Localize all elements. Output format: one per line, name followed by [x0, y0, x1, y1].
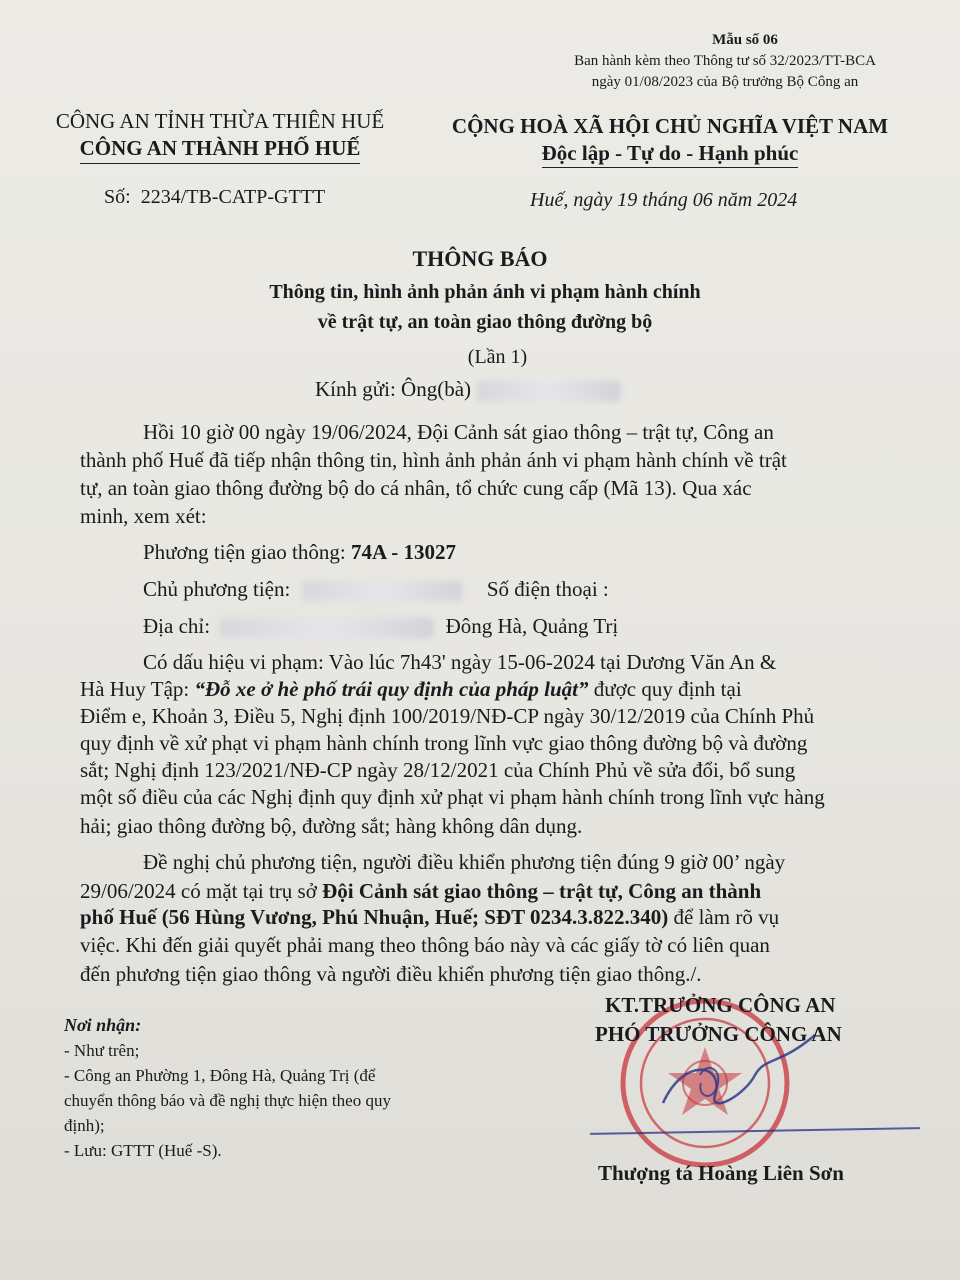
recipients-heading: Nơi nhận: — [64, 1015, 142, 1035]
intro-line-4: minh, xem xét: — [80, 504, 207, 528]
violation-line-6: một số điều của các Nghị định quy định xử phạt vi phạm hành chính trong lĩnh vực hàng — [80, 785, 825, 809]
national-header — [420, 113, 920, 168]
doc-subtitle-1: Thông tin, hình ảnh phản ánh vi phạm hành chính — [269, 281, 701, 303]
intro-line-1: Hồi 10 giờ 00 ngày 19/06/2024, Đội Cảnh sát giao thông – trật tự, Công an — [143, 420, 774, 444]
intro-line-3: tự, an toàn giao thông đường bộ do cá nhân, tổ chức cung cấp (Mã 13). Qua xác — [80, 476, 752, 500]
request-date: 29/06/2024 có mặt tại trụ sở — [80, 879, 323, 903]
violation-location: Hà Huy Tập: — [80, 677, 195, 701]
violation-line-2 — [80, 677, 742, 702]
request-line-5: đến phương tiện giao thông và người điều khiển phương tiện giao thông./. — [80, 962, 702, 986]
violation-line-4: quy định về xử phạt vi phạm hành chính trong lĩnh vực giao thông đường bộ và đường — [80, 731, 808, 755]
owner-line — [143, 577, 609, 602]
address-label: Địa chỉ: — [143, 614, 211, 638]
doc-attempt: (Lần 1) — [467, 346, 528, 368]
doc-number — [104, 186, 325, 209]
violation-line-5: sắt; Nghị định 123/2021/NĐ-CP ngày 28/12/2021 của Chính Phủ về sửa đổi, bổ sung — [80, 758, 796, 782]
form-issued-line2: ngày 01/08/2023 của Bộ trưởng Bộ Công an — [591, 74, 859, 90]
recipients-item-2-line-1: - Công an Phường 1, Đông Hà, Quảng Trị (để — [64, 1066, 376, 1085]
violation-behavior: “Đỗ xe ở hè phố trái quy định của pháp luật” — [194, 677, 589, 701]
vehicle-plate: 74A - 13027 — [350, 540, 456, 564]
intro-line-2: thành phố Huế đã tiếp nhận thông tin, hình ảnh phản ánh vi phạm hành chính về trật — [80, 448, 787, 472]
owner-label: Chủ phương tiện: — [143, 577, 291, 601]
recipient-line — [315, 377, 621, 402]
issuer-parent: CÔNG AN TỈNH THỪA THIÊN HUẾ — [55, 109, 385, 133]
request-line-4: việc. Khi đến giải quyết phải mang theo thông báo này và các giấy tờ có liên quan — [80, 933, 770, 957]
request-office: Đội Cảnh sát giao thông – trật tự, Công an thành — [322, 879, 762, 903]
redacted-owner-name — [302, 581, 462, 601]
national-title: CỘNG HOÀ XÃ HỘI CHỦ NGHĨA VIỆT NAM — [451, 114, 889, 138]
owner-phone-label: Số điện thoại : — [486, 577, 609, 601]
doc-title: THÔNG BÁO — [412, 246, 548, 271]
violation-line-7: hải; giao thông đường bộ, đường sắt; hàng không dân dụng. — [80, 814, 583, 838]
doc-number-value: 2234/TB-CATP-GTTT — [140, 186, 326, 208]
address-value: Đông Hà, Quảng Trị — [445, 614, 619, 638]
form-reference — [560, 30, 890, 93]
doc-number-label: Số: — [104, 186, 131, 208]
issuer-name: CÔNG AN THÀNH PHỐ HUẾ — [80, 135, 361, 164]
redacted-address-detail — [219, 618, 434, 638]
violation-line-3: Điểm e, Khoản 3, Điều 5, Nghị định 100/2019/NĐ-CP ngày 30/12/2019 của Chính Phủ — [80, 704, 815, 728]
signer-position: PHÓ TRƯỞNG CÔNG AN — [595, 1022, 842, 1046]
national-motto: Độc lập - Tự do - Hạnh phúc — [542, 140, 799, 168]
violation-line-1: Có dấu hiệu vi phạm: Vào lúc 7h43' ngày 15-06-2024 tại Dương Văn An & — [143, 650, 777, 674]
form-issued-line1: Ban hành kèm theo Thông tư số 32/2023/TT-BCA — [574, 53, 876, 69]
address-line — [143, 614, 618, 639]
request-line-3 — [80, 905, 779, 930]
doc-date: Huế, ngày 19 tháng 06 năm 2024 — [530, 189, 798, 211]
recipients-item-3: - Lưu: GTTT (Huế -S). — [64, 1141, 222, 1160]
request-line-1: Đề nghị chủ phương tiện, người điều khiển phương tiện đúng 9 giờ 00’ ngày — [143, 850, 786, 874]
signer-kt: KT.TRƯỞNG CÔNG AN — [605, 993, 836, 1017]
recipients-item-1: - Như trên; — [64, 1041, 140, 1060]
doc-subtitle-2: về trật tự, an toàn giao thông đường bộ — [317, 311, 653, 333]
request-purpose: để làm rõ vụ — [668, 905, 780, 929]
vehicle-label: Phương tiện giao thông: — [143, 540, 346, 564]
request-office-address: phố Huế (56 Hùng Vương, Phú Nhuận, Huế; SĐT 0234.3.822.340) — [80, 905, 669, 929]
recipient-label: Kính gửi: Ông(bà) — [315, 377, 472, 401]
violation-rule-intro: được quy định tại — [588, 677, 742, 701]
signer-name: Thượng tá Hoàng Liên Sơn — [598, 1161, 844, 1185]
recipients-item-2-line-2: chuyển thông báo và đề nghị thực hiện theo quy — [64, 1091, 391, 1110]
form-number: Mẫu số 06 — [712, 32, 778, 48]
redacted-recipient-name — [476, 380, 621, 402]
recipients-block — [64, 1013, 391, 1163]
request-line-2 — [80, 879, 761, 904]
vehicle-line — [143, 540, 456, 565]
issuer-header — [20, 108, 420, 164]
recipients-item-2-line-3: định); — [64, 1116, 105, 1135]
